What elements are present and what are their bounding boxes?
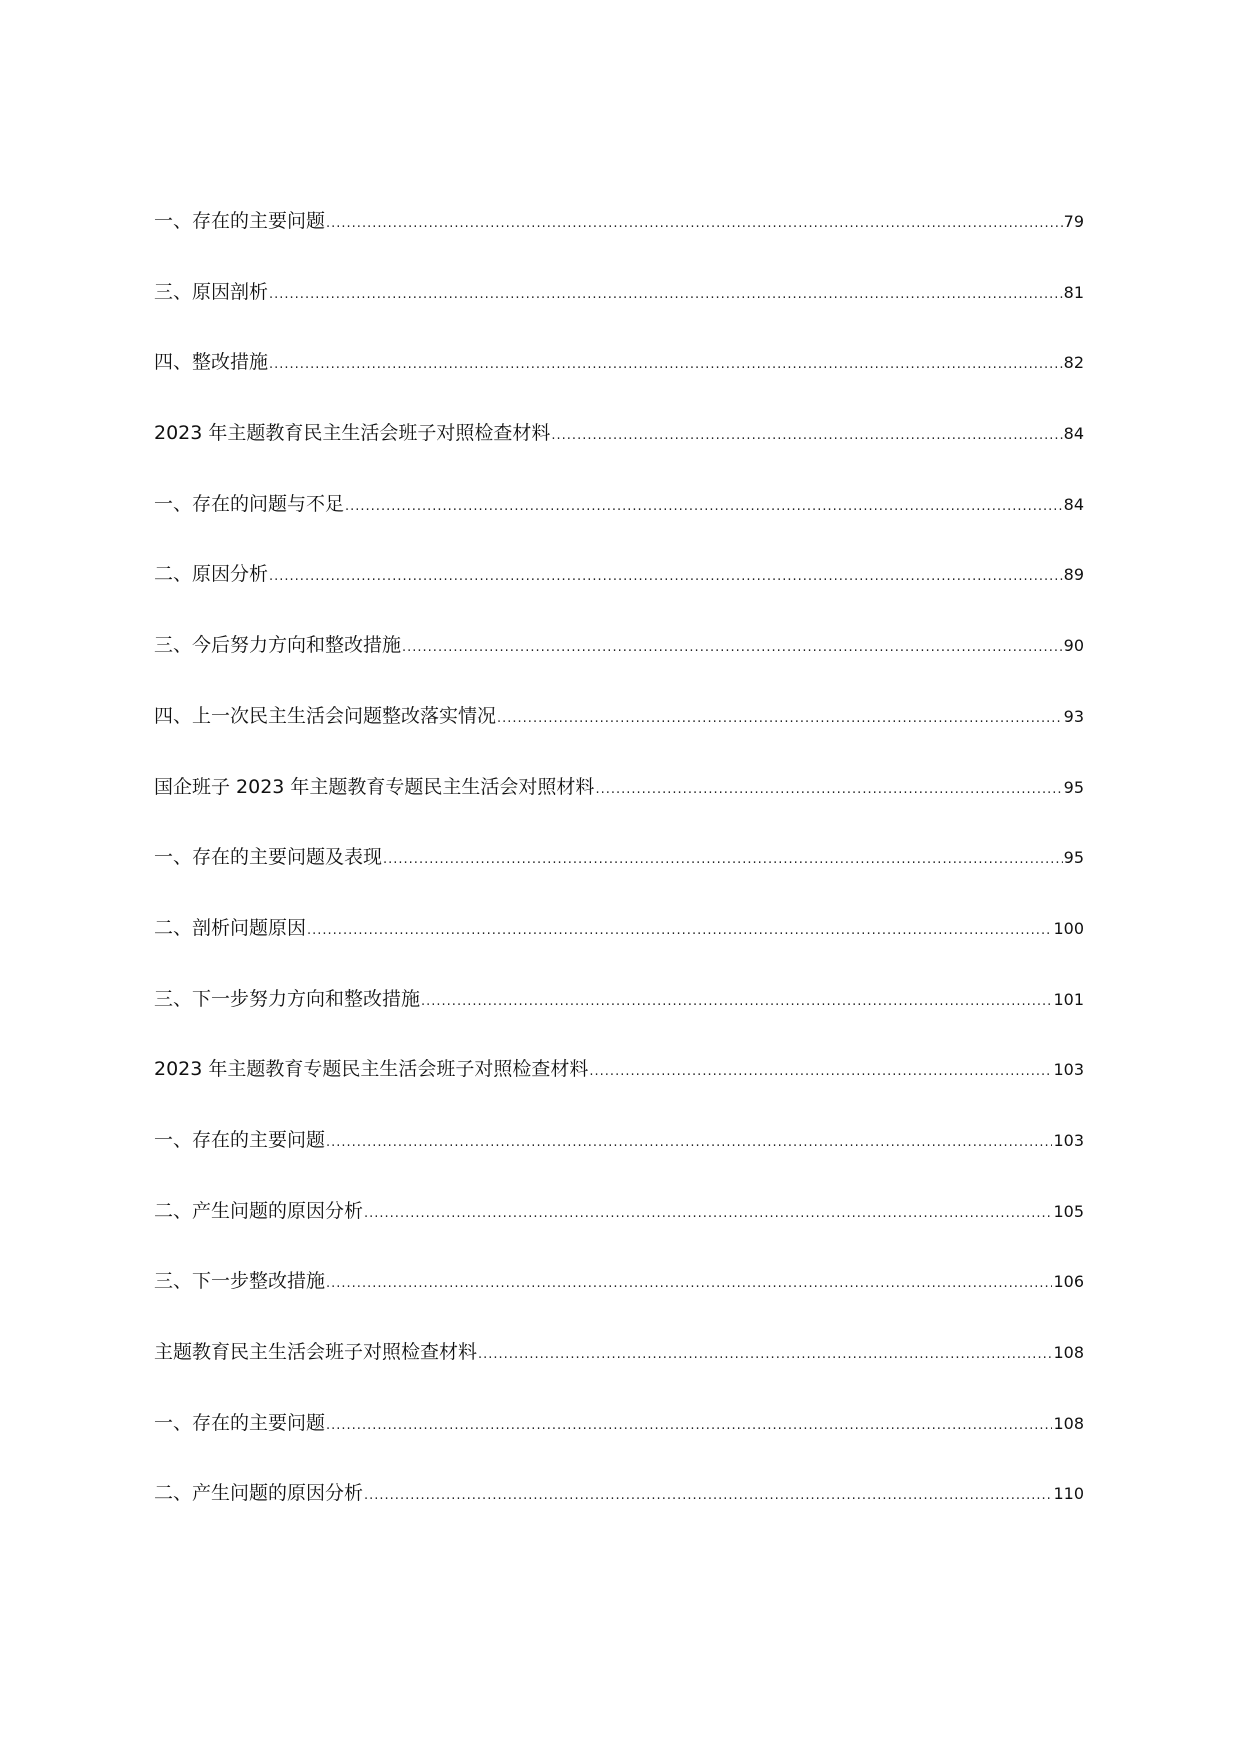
toc-entry-title: 四、上一次民主生活会问题整改落实情况 xyxy=(154,704,497,727)
toc-dot-leader xyxy=(326,1411,1052,1441)
toc-entry-title: 国企班子 2023 年主题教育专题民主生活会对照材料 xyxy=(154,775,595,798)
toc-entry-title: 三、今后努力方向和整改措施 xyxy=(154,634,402,657)
toc-entry[interactable] xyxy=(154,984,1084,1055)
toc-entry-title: 2023 年主题教育专题民主生活会班子对照检查材料 xyxy=(154,1058,589,1081)
toc-page-number: 81 xyxy=(1063,282,1084,302)
toc-entry-title: 三、下一步整改措施 xyxy=(154,1270,326,1293)
toc-entry[interactable] xyxy=(154,418,1084,489)
toc-page-number: 106 xyxy=(1053,1272,1084,1292)
toc-page-number: 95 xyxy=(1063,777,1084,797)
toc-page-number: 93 xyxy=(1063,706,1084,726)
toc-page-number: 108 xyxy=(1053,1413,1084,1433)
toc-entry[interactable] xyxy=(154,1196,1084,1267)
toc-page-number: 95 xyxy=(1063,848,1084,868)
toc-dot-leader xyxy=(345,492,1063,522)
toc-dot-leader xyxy=(421,987,1052,1017)
toc-page-number: 82 xyxy=(1063,353,1084,373)
toc-entry[interactable] xyxy=(154,1054,1084,1125)
toc-entry[interactable] xyxy=(154,347,1084,418)
toc-entry-title: 主题教育民主生活会班子对照检查材料 xyxy=(154,1341,478,1363)
toc-entry-title: 三、原因剖析 xyxy=(154,280,269,303)
toc-page-number: 90 xyxy=(1063,636,1084,656)
toc-entry[interactable] xyxy=(154,1337,1084,1408)
table-of-contents xyxy=(154,206,1084,1549)
toc-dot-leader xyxy=(326,1269,1052,1299)
toc-entry-title: 二、剖析问题原因 xyxy=(154,916,307,939)
toc-page-number: 110 xyxy=(1053,1484,1084,1504)
toc-entry-title: 一、存在的问题与不足 xyxy=(154,492,345,515)
toc-entry[interactable] xyxy=(154,489,1084,560)
toc-entry[interactable] xyxy=(154,842,1084,913)
toc-dot-leader xyxy=(497,704,1063,734)
toc-page-number: 101 xyxy=(1053,989,1084,1009)
toc-page-number: 84 xyxy=(1063,494,1084,514)
toc-entry-title: 二、原因分析 xyxy=(154,563,269,586)
toc-entry[interactable] xyxy=(154,630,1084,701)
toc-entry[interactable] xyxy=(154,1266,1084,1337)
toc-dot-leader xyxy=(326,209,1063,239)
toc-entry-title: 2023 年主题教育民主生活会班子对照检查材料 xyxy=(154,422,551,445)
toc-entry[interactable] xyxy=(154,206,1084,277)
toc-entry[interactable] xyxy=(154,1408,1084,1479)
toc-entry-title: 一、存在的主要问题 xyxy=(154,1128,326,1151)
toc-dot-leader xyxy=(551,421,1062,451)
toc-dot-leader xyxy=(383,845,1063,875)
toc-page-number: 103 xyxy=(1053,1060,1084,1080)
toc-page-number: 108 xyxy=(1053,1343,1084,1362)
toc-entry-title: 二、产生问题的原因分析 xyxy=(154,1199,364,1222)
toc-dot-leader xyxy=(478,1340,1052,1370)
toc-dot-leader xyxy=(269,280,1063,310)
toc-entry-title: 四、整改措施 xyxy=(154,351,269,374)
toc-entry[interactable] xyxy=(154,1125,1084,1196)
toc-entry[interactable] xyxy=(154,277,1084,348)
toc-dot-leader xyxy=(269,350,1063,380)
toc-entry-title: 二、产生问题的原因分析 xyxy=(154,1482,364,1505)
toc-entry[interactable] xyxy=(154,1478,1084,1549)
toc-entry-title: 一、存在的主要问题 xyxy=(154,210,326,232)
toc-page-number: 89 xyxy=(1063,565,1084,585)
toc-dot-leader xyxy=(595,775,1062,805)
toc-dot-leader xyxy=(589,1057,1052,1087)
toc-entry[interactable] xyxy=(154,772,1084,843)
toc-page-number: 105 xyxy=(1053,1201,1084,1221)
toc-page-number: 103 xyxy=(1053,1130,1084,1150)
toc-entry[interactable] xyxy=(154,913,1084,984)
toc-dot-leader xyxy=(364,1481,1052,1511)
toc-entry-title: 三、下一步努力方向和整改措施 xyxy=(154,987,421,1010)
toc-dot-leader xyxy=(326,1128,1052,1158)
toc-dot-leader xyxy=(307,916,1052,946)
toc-page-number: 84 xyxy=(1063,424,1084,444)
toc-page-number: 100 xyxy=(1053,918,1084,938)
toc-entry-title: 一、存在的主要问题 xyxy=(154,1411,326,1434)
toc-entry[interactable] xyxy=(154,559,1084,630)
toc-dot-leader xyxy=(269,562,1063,592)
toc-page-number: 79 xyxy=(1063,212,1084,231)
toc-dot-leader xyxy=(364,1199,1052,1229)
toc-dot-leader xyxy=(402,633,1063,663)
toc-entry[interactable] xyxy=(154,701,1084,772)
toc-entry-title: 一、存在的主要问题及表现 xyxy=(154,846,383,869)
